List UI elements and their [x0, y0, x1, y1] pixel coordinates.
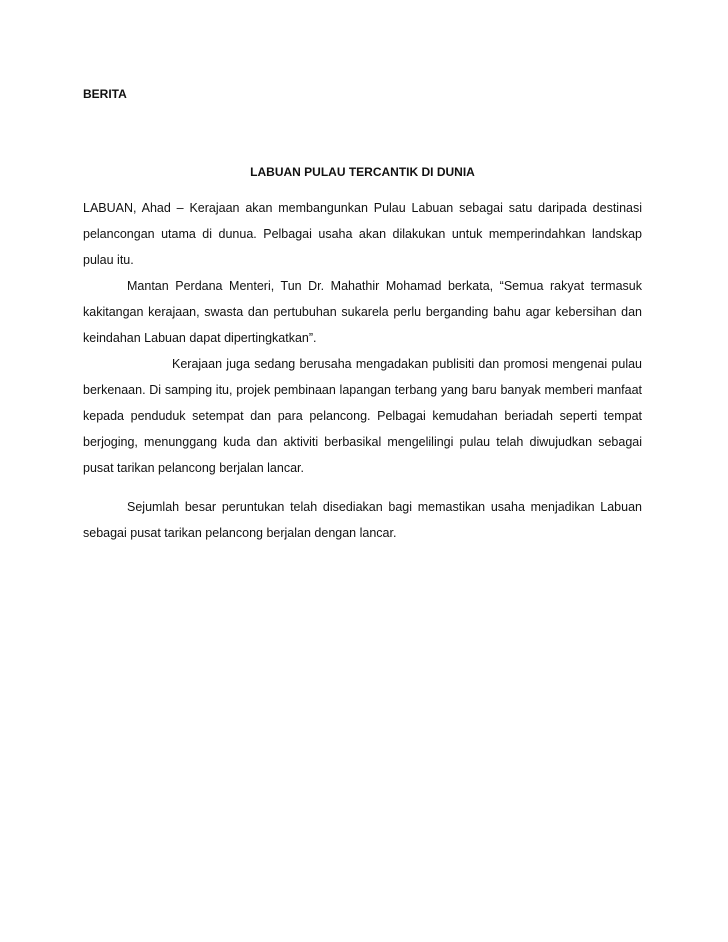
article-title: LABUAN PULAU TERCANTIK DI DUNIA: [250, 165, 475, 179]
paragraph-3: Kerajaan juga sedang berusaha mengadakan publisiti dan promosi mengenai pulau berkenaan. Di samping itu, projek pembinaan lapangan terbang yang baru banyak memberi manfaat kepada penduduk setempat dan para pelancong. Pelbagai kemudahan beriadah seperti tempat berjoging, menunggang kuda dan aktiviti berbasikal mengelilingi pulau telah diwujudkan sebagai pusat tarikan pelancong berjalan lancar.: [83, 357, 642, 475]
paragraph-2: Mantan Perdana Menteri, Tun Dr. Mahathir Mohamad berkata, “Semua rakyat termasuk kakitangan kerajaan, swasta dan pertubuhan sukarela perlu berganding bahu agar kebersihan dan keindahan Labuan dapat dipertingkatkan”.: [83, 279, 642, 345]
section-label: BERITA: [83, 87, 127, 101]
paragraph-1: LABUAN, Ahad – Kerajaan akan membangunkan Pulau Labuan sebagai satu daripada destinasi pelancongan utama di dunua. Pelbagai usaha akan dilakukan untuk memperindahkan landskap pulau itu.: [83, 201, 642, 267]
paragraph-4: Sejumlah besar peruntukan telah disediakan bagi memastikan usaha menjadikan Labuan sebagai pusat tarikan pelancong berjalan dengan lancar.: [83, 500, 642, 540]
